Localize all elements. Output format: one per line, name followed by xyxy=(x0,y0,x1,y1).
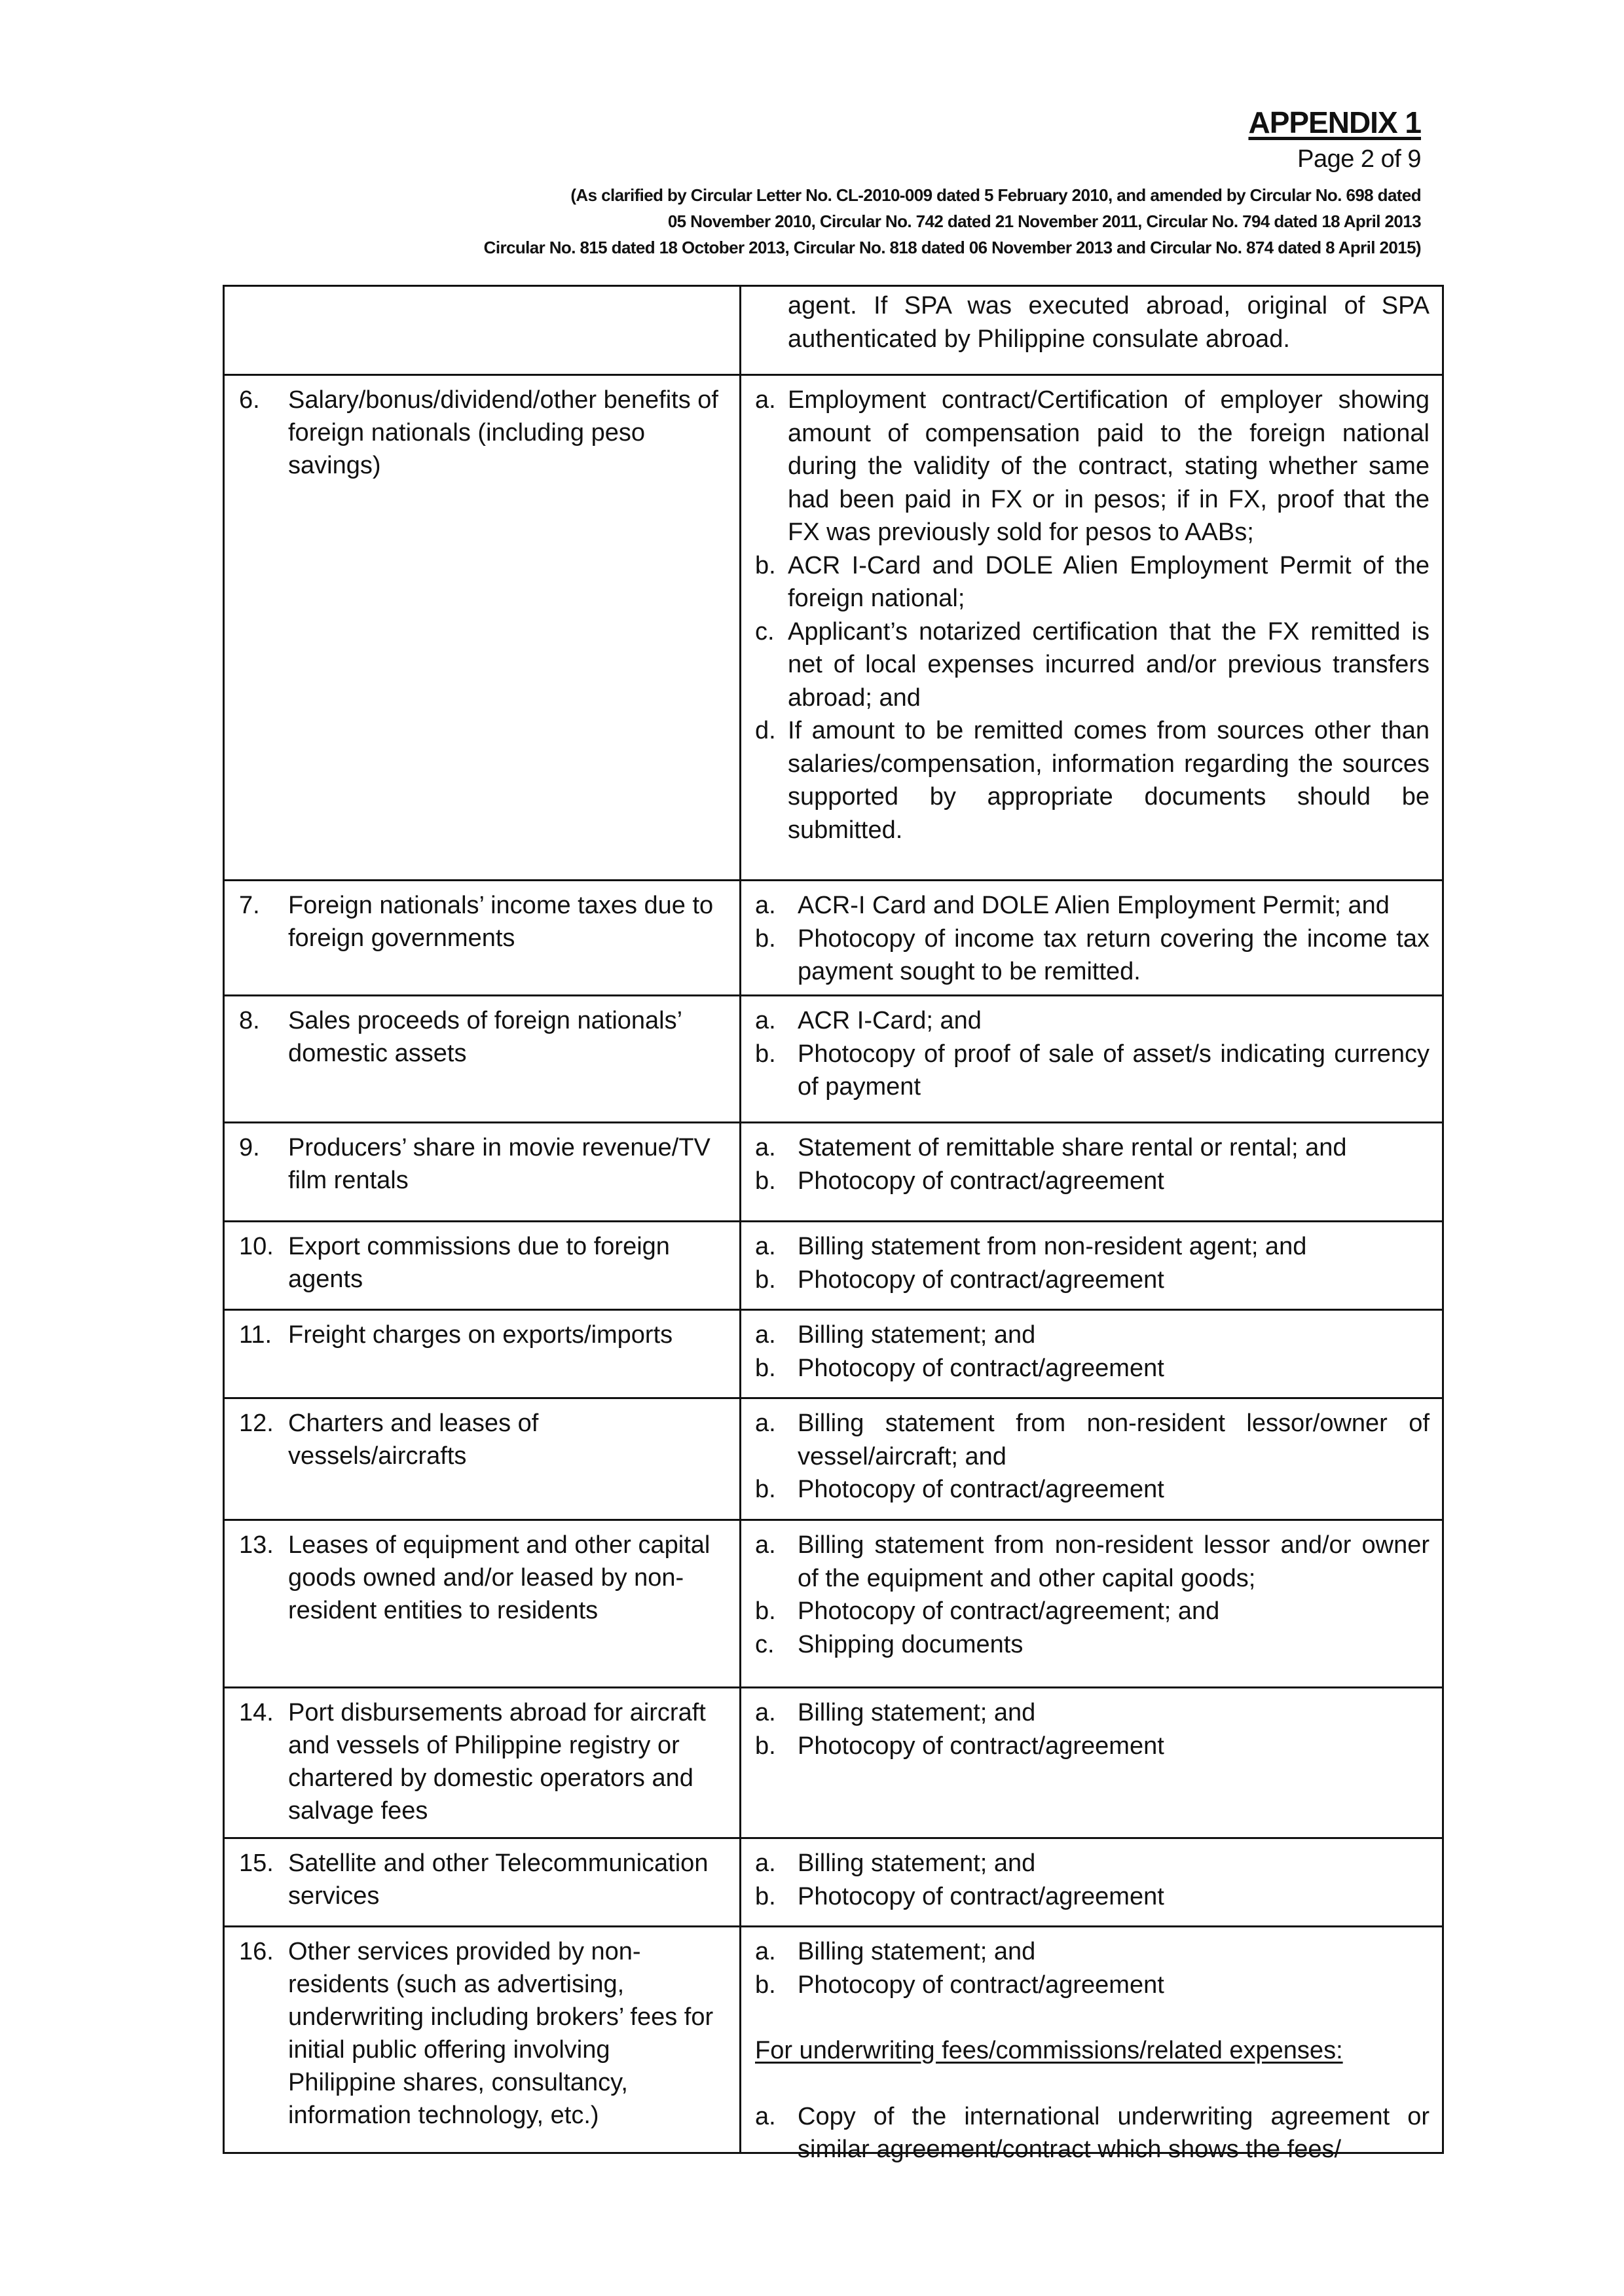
requirement-text: Photocopy of contract/agreement xyxy=(798,1971,1164,1999)
table-row xyxy=(225,1686,1442,1839)
table-row xyxy=(225,1837,1442,1927)
requirement-text: Shipping documents xyxy=(798,1630,1024,1658)
requirement-text: Employment contract/Certification of employer showing amount of compensation paid to the foreign national during the validity of the contract, stating whether same had been paid in FX or in pesos; if in FX, proof that the FX was previously sold for pesos to AABs; xyxy=(788,386,1430,546)
amendment-note-line-2: 05 November 2010, Circular No. 742 dated 21 November 2011, Circular No. 794 dated 18 April 2013 xyxy=(667,211,1421,231)
row-description: Sales proceeds of foreign nationals’ domestic assets xyxy=(288,1007,682,1067)
continuation-text: agent. If SPA was executed abroad, original of SPA authenticated by Philippine consulate abroad. xyxy=(788,292,1430,353)
requirement-text: Billing statement; and xyxy=(798,1938,1036,1965)
requirement-text: Photocopy of contract/agreement xyxy=(798,1266,1164,1294)
row-number: 8. xyxy=(239,1007,260,1034)
item-label: a. xyxy=(755,2102,776,2130)
requirement-text: Billing statement; and xyxy=(798,1850,1036,1877)
table-row xyxy=(225,374,1442,881)
item-label: a. xyxy=(755,1699,776,1726)
requirement-text: Photocopy of contract/agreement xyxy=(798,1167,1164,1195)
row-description: Foreign nationals’ income taxes due to foreign governments xyxy=(288,892,714,952)
requirement-text: ACR I-Card and DOLE Alien Employment Permit of the foreign national; xyxy=(788,551,1430,612)
row-description: Charters and leases of vessels/aircrafts xyxy=(288,1410,539,1470)
requirement-text: Photocopy of income tax return covering the income tax payment sought to be remitted. xyxy=(798,924,1430,985)
table-row xyxy=(225,879,1442,996)
item-label: b. xyxy=(755,1167,776,1195)
requirement-text: ACR-I Card and DOLE Alien Employment Permit; and xyxy=(798,892,1390,919)
requirements-table xyxy=(223,285,1444,2163)
table-row xyxy=(225,1220,1442,1311)
requirement-text: Photocopy of contract/agreement; and xyxy=(798,1597,1220,1625)
requirement-text: Billing statement; and xyxy=(798,1321,1036,1349)
item-label: a. xyxy=(755,1410,776,1437)
table-row xyxy=(225,1925,1442,2163)
item-label: a. xyxy=(755,1233,776,1260)
row-description: Export commissions due to foreign agents xyxy=(288,1233,670,1293)
item-label: b. xyxy=(755,1971,776,1999)
item-label: a. xyxy=(755,1531,776,1559)
table-row xyxy=(225,1519,1442,1688)
appendix-title: APPENDIX 1 xyxy=(1248,105,1421,139)
item-label: a. xyxy=(755,1938,776,1965)
requirement-text: Statement of remittable share rental or rental; and xyxy=(798,1134,1347,1161)
requirement-text: Billing statement from non-resident agent; and xyxy=(798,1233,1307,1260)
item-label: b. xyxy=(755,1882,776,1910)
underwriting-subheading: For underwriting fees/commissions/related expenses: xyxy=(755,2037,1343,2064)
row-number: 14. xyxy=(239,1699,274,1726)
row-description: Producers’ share in movie revenue/TV film rentals xyxy=(288,1134,710,1194)
table-row-continuation xyxy=(225,287,1442,374)
requirement-text: Billing statement from non-resident lessor and/or owner of the equipment and other capital goods; xyxy=(798,1531,1430,1592)
row-description: Satellite and other Telecommunication services xyxy=(288,1850,709,1910)
row-number: 6. xyxy=(239,386,260,414)
requirement-text: Photocopy of contract/agreement xyxy=(798,1476,1164,1503)
item-label: a. xyxy=(755,1850,776,1877)
item-label: a. xyxy=(755,1134,776,1161)
amendment-note-line-3: Circular No. 815 dated 18 October 2013, Circular No. 818 dated 06 November 2013 and Circular No. 874 dated 8 April 2015) xyxy=(483,238,1421,257)
item-label: b. xyxy=(755,1354,776,1382)
row-description: Leases of equipment and other capital goods owned and/or leased by non-resident entities to residents xyxy=(288,1531,710,1624)
row-number: 16. xyxy=(239,1938,274,1965)
requirement-text: Photocopy of contract/agreement xyxy=(798,1732,1164,1760)
row-description: Salary/bonus/dividend/other benefits of foreign nationals (including peso savings) xyxy=(288,386,718,479)
item-label: a. xyxy=(755,1321,776,1349)
requirement-text: Copy of the international underwriting agreement or similar agreement/contract which shows the fees/ xyxy=(798,2102,1430,2163)
row-number: 9. xyxy=(239,1134,260,1161)
row-description: Port disbursements abroad for aircraft and vessels of Philippine registry or chartered by domestic operators and salvage fees xyxy=(288,1699,706,1825)
item-label: b. xyxy=(755,1732,776,1760)
row-number: 11. xyxy=(239,1321,272,1349)
requirement-text: Photocopy of contract/agreement xyxy=(798,1882,1164,1910)
row-number: 10. xyxy=(239,1233,274,1260)
item-label: b. xyxy=(755,924,776,953)
requirement-text: Photocopy of contract/agreement xyxy=(798,1354,1164,1382)
amendment-note-line-1: (As clarified by Circular Letter No. CL-2010-009 dated 5 February 2010, and amended by Circular No. 698 dated xyxy=(570,185,1421,205)
row-number: 7. xyxy=(239,892,260,919)
item-label: b. xyxy=(755,551,776,579)
item-label: b. xyxy=(755,1476,776,1503)
item-label: b. xyxy=(755,1040,776,1068)
requirement-text: Billing statement; and xyxy=(798,1699,1036,1726)
item-label: c. xyxy=(755,617,775,646)
item-label: d. xyxy=(755,717,776,744)
item-label: b. xyxy=(755,1597,776,1625)
page-number: Page 2 of 9 xyxy=(1297,145,1421,173)
table-row xyxy=(225,1397,1442,1521)
requirement-text: Applicant’s notarized certification that the FX remitted is net of local expenses incurred and/or previous transfers abroad; and xyxy=(788,617,1430,712)
requirement-text: Photocopy of proof of sale of asset/s indicating currency of payment xyxy=(798,1040,1430,1101)
item-label: c. xyxy=(755,1630,775,1658)
item-label: a. xyxy=(755,386,776,414)
requirement-text: Billing statement from non-resident lessor/owner of vessel/aircraft; and xyxy=(798,1410,1430,1470)
table-row xyxy=(225,1309,1442,1399)
table-row xyxy=(225,994,1442,1123)
row-description: Freight charges on exports/imports xyxy=(288,1321,673,1349)
row-description: Other services provided by non-residents (such as advertising, underwriting including brokers’ fees for initial public offering involving Philippine shares, consultancy, information technology, etc.) xyxy=(288,1938,714,2129)
row-number: 15. xyxy=(239,1850,274,1877)
item-label: a. xyxy=(755,1007,776,1034)
item-label: a. xyxy=(755,892,776,919)
row-number: 12. xyxy=(239,1410,274,1437)
table-row xyxy=(225,1121,1442,1222)
requirement-text: ACR I-Card; and xyxy=(798,1007,982,1034)
item-label: b. xyxy=(755,1266,776,1294)
requirement-text: If amount to be remitted comes from sources other than salaries/compensation, information regarding the sources supported by appropriate documents should be submitted. xyxy=(788,717,1430,844)
row-number: 13. xyxy=(239,1531,274,1559)
